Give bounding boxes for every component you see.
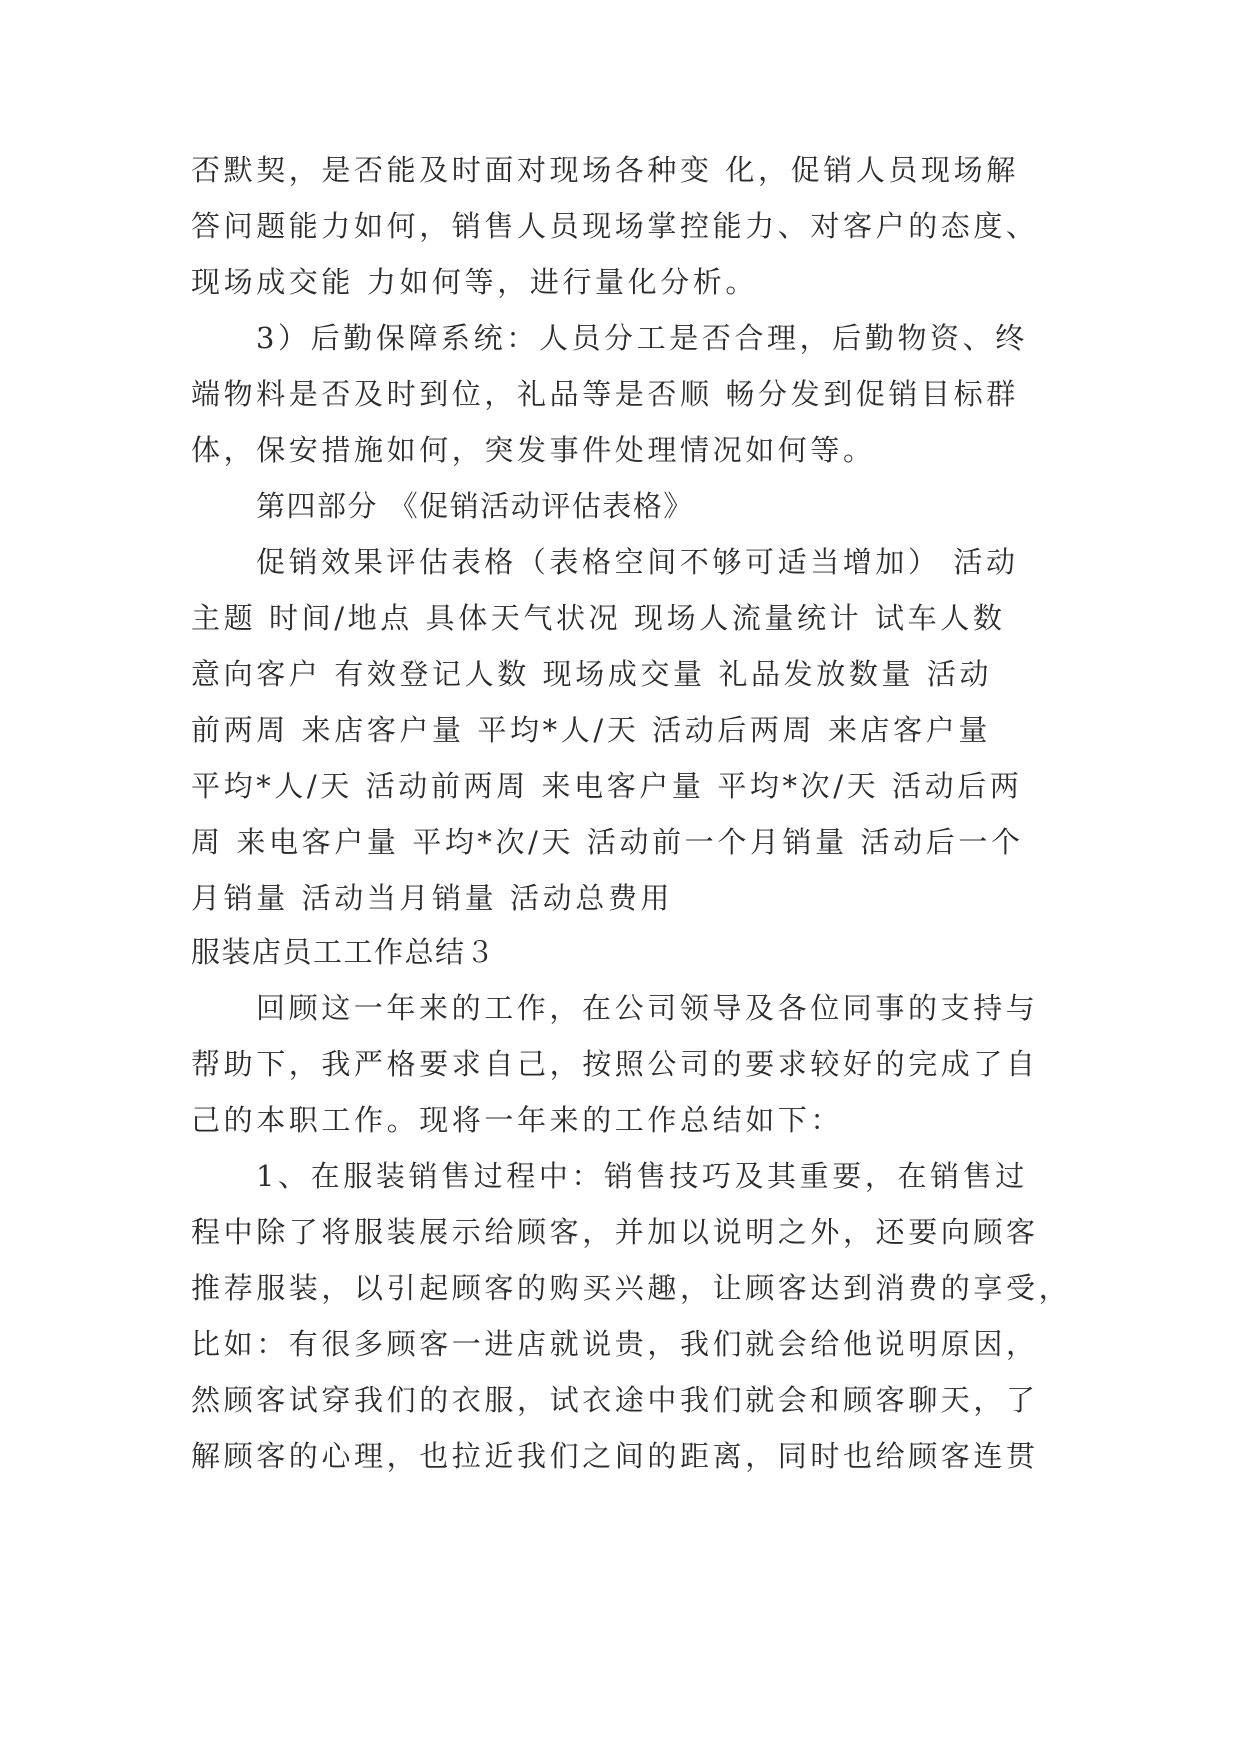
- section-heading: 第四部分 《促销活动评估表格》: [256, 489, 694, 523]
- body-text-line: 帮助下，我严格要求自己，按照公司的要求较好的完成了自: [191, 1047, 1039, 1081]
- body-text-line: 3）后勤保障系统：人员分工是否合理，后勤物资、终: [256, 321, 1028, 355]
- body-text-line: 主题 时间/地点 具体天气状况 现场人流量统计 试车人数: [191, 601, 1006, 635]
- body-text-line: 然顾客试穿我们的衣服，试衣途中我们就会和顾客聊天，了: [191, 1383, 1039, 1417]
- body-text-line: 月销量 活动当月销量 活动总费用: [191, 881, 674, 915]
- body-text-line: 现场成交能 力如何等，进行量化分析。: [191, 265, 759, 299]
- body-text-line: 比如：有很多顾客一进店就说贵，我们就会给他说明原因，: [191, 1327, 1039, 1361]
- body-text-line: 回顾这一年来的工作，在公司领导及各位同事的支持与: [256, 991, 1039, 1025]
- body-text-line: 否默契，是否能及时面对现场各种变 化，促销人员现场解: [191, 153, 1019, 187]
- body-text-line: 答问题能力如何，销售人员现场掌控能力、对客户的态度、: [191, 209, 1039, 243]
- body-text-line: 平均*人/天 活动前两周 来电客户量 平均*次/天 活动后两: [191, 769, 1023, 803]
- body-text-line: 周 来电客户量 平均*次/天 活动前一个月销量 活动后一个: [191, 825, 1024, 859]
- body-text-line: 意向客户 有效登记人数 现场成交量 礼品发放数量 活动: [191, 657, 993, 691]
- body-text-line: 体，保安措施如何，突发事件处理情况如何等。: [191, 433, 876, 467]
- body-text-line: 己的本职工作。现将一年来的工作总结如下：: [191, 1103, 844, 1137]
- article-title: 服装店员工工作总结３: [191, 935, 497, 969]
- body-text-line: 程中除了将服装展示给顾客，并加以说明之外，还要向顾客: [191, 1215, 1039, 1249]
- body-text-line: 1、在服装销售过程中：销售技巧及其重要，在销售过: [256, 1159, 1028, 1193]
- body-text-line: 解顾客的心理，也拉近我们之间的距离，同时也给顾客连贯: [191, 1439, 1039, 1473]
- body-text-line: 前两周 来店客户量 平均*人/天 活动后两周 来店客户量: [191, 713, 991, 747]
- body-text-line: 促销效果评估表格（表格空间不够可适当增加） 活动: [256, 545, 1019, 579]
- body-text-line: 端物料是否及时到位，礼品等是否顺 畅分发到促销目标群: [191, 377, 1019, 411]
- body-text-line: 推荐服装，以引起顾客的购买兴趣，让顾客达到消费的享受，: [191, 1271, 1072, 1305]
